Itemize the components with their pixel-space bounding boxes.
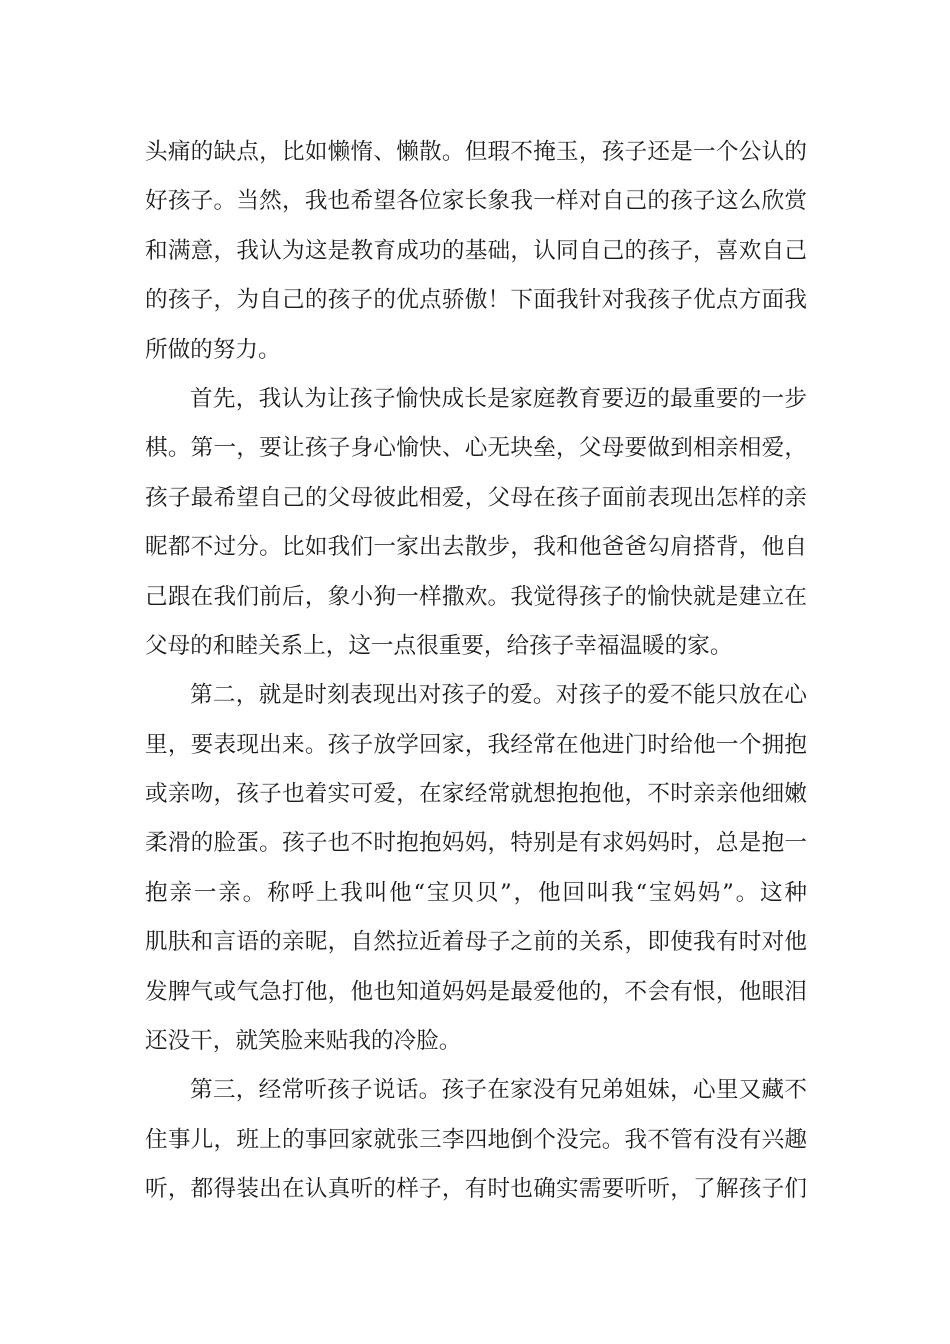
text-line: 孩子最希望自己的父母彼此相爱，父母在孩子面前表现出怎样的亲 xyxy=(145,484,807,511)
text-line: 棋。第一，要让孩子身心愉快、心无块垒，父母要做到相亲相爱， xyxy=(145,435,807,462)
text-line: 住事儿，班上的事回家就张三李四地倒个没完。我不管有没有兴趣 xyxy=(145,1126,807,1153)
text-line: 头痛的缺点，比如懒惰、懒散。但瑕不掩玉，孩子还是一个公认的 xyxy=(145,139,807,165)
paragraph-4 xyxy=(145,1066,807,1214)
text-line: 昵都不过分。比如我们一家出去散步，我和他爸爸勾肩搭背，他自 xyxy=(145,534,807,561)
text-line: 还没干，就笑脸来贴我的冷脸。 xyxy=(145,1028,462,1055)
text-line: 里，要表现出来。孩子放学回家，我经常在他进门时给他一个拥抱 xyxy=(145,731,807,758)
text-line: 发脾气或气急打他，他也知道妈妈是最爱他的，不会有恨，他眼泪 xyxy=(145,978,807,1005)
text-line: 抱亲一亲。称呼上我叫他“宝贝贝”，他回叫我“宝妈妈”。这种 xyxy=(145,879,807,906)
text-line: 父母的和睦关系上，这一点很重要，给孩子幸福温暖的家。 xyxy=(145,632,733,659)
document-body xyxy=(145,128,807,1215)
paragraph-2 xyxy=(145,375,807,671)
text-line: 第二，就是时刻表现出对孩子的爱。对孩子的爱不能只放在心 xyxy=(190,682,807,709)
paragraph-1 xyxy=(145,128,807,375)
text-line: 己跟在我们前后，象小狗一样撒欢。我觉得孩子的愉快就是建立在 xyxy=(145,583,807,610)
paragraph-3 xyxy=(145,671,807,1066)
text-line: 所做的努力。 xyxy=(145,336,281,363)
text-line: 或亲吻，孩子也着实可爱，在家经常就想抱抱他，不时亲亲他细嫩 xyxy=(145,781,807,808)
text-line: 和满意，我认为这是教育成功的基础，认同自己的孩子，喜欢自己 xyxy=(145,237,807,264)
text-line: 好孩子。当然，我也希望各位家长象我一样对自己的孩子这么欣赏 xyxy=(145,188,807,215)
text-line: 的孩子，为自己的孩子的优点骄傲！下面我针对我孩子优点方面我 xyxy=(145,287,807,314)
text-line: 第三，经常听孩子说话。孩子在家没有兄弟姐妹，心里又藏不 xyxy=(190,1077,807,1104)
text-line: 肌肤和言语的亲昵，自然拉近着母子之前的关系，即使我有时对他 xyxy=(145,929,807,956)
text-line: 柔滑的脸蛋。孩子也不时抱抱妈妈，特别是有求妈妈时，总是抱一 xyxy=(145,830,807,857)
text-line: 首先，我认为让孩子愉快成长是家庭教育要迈的最重要的一步 xyxy=(190,385,807,412)
text-line: 听，都得装出在认真听的样子，有时也确实需要听听，了解孩子们 xyxy=(145,1176,807,1203)
